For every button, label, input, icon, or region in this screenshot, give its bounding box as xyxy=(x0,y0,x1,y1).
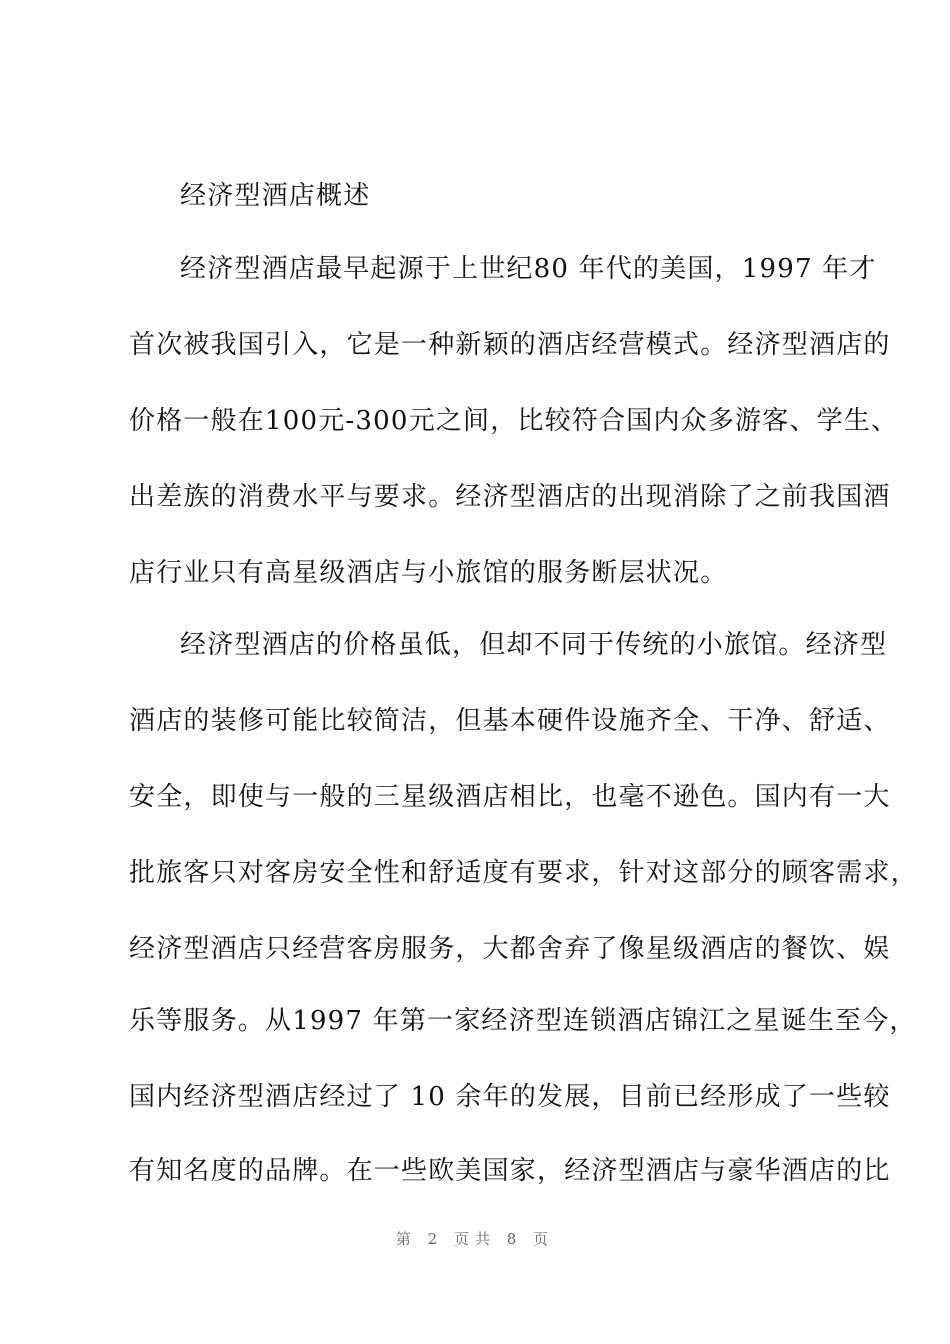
paragraph-2-line-3: 安全，即使与一般的三星级酒店相比，也毫不逊色。国内有一大 xyxy=(129,782,891,812)
paragraph-2-line-7: 国内经济型酒店经过了 10 余年的发展，目前已经形成了一些较 xyxy=(129,1082,891,1112)
paragraph-1-line-4: 出差族的消费水平与要求。经济型酒店的出现消除了之前我国酒 xyxy=(129,482,891,512)
paragraph-2-line-6: 乐等服务。从1997 年第一家经济型连锁酒店锦江之星诞生至今， xyxy=(129,1006,917,1036)
document-title: 经济型酒店概述 xyxy=(180,181,371,211)
paragraph-1-line-5: 店行业只有高星级酒店与小旅馆的服务断层状况。 xyxy=(129,558,728,588)
paragraph-2-line-5: 经济型酒店只经营客房服务，大都舍弃了像星级酒店的餐饮、娱 xyxy=(129,934,891,964)
paragraph-1-line-3: 价格一般在100元-300元之间，比较符合国内众多游客、学生、 xyxy=(129,406,899,436)
paragraph-2-line-1: 经济型酒店的价格虽低，但却不同于传统的小旅馆。经济型 xyxy=(180,630,888,660)
paragraph-1-line-2: 首次被我国引入，它是一种新颖的酒店经营模式。经济型酒店的 xyxy=(129,330,891,360)
paragraph-2-line-2: 酒店的装修可能比较简洁，但基本硬件设施齐全、干净、舒适、 xyxy=(129,706,891,736)
paragraph-2-line-8: 有知名度的品牌。在一些欧美国家，经济型酒店与豪华酒店的比 xyxy=(129,1156,891,1186)
paragraph-2-line-4: 批旅客只对客房安全性和舒适度有要求，针对这部分的顾客需求， xyxy=(129,858,918,888)
paragraph-1-line-1: 经济型酒店最早起源于上世纪80 年代的美国，1997 年才 xyxy=(180,254,877,284)
page-number-footer: 第 2 页共 8 页 xyxy=(395,1230,555,1248)
